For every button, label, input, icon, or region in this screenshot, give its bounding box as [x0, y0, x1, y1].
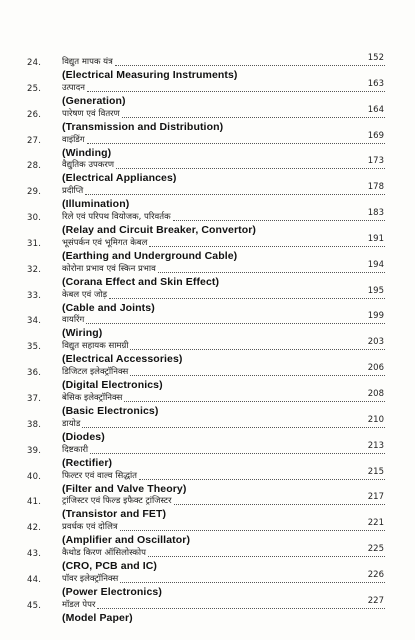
toc-entry: [0, 311, 415, 340]
entry-english-title: (Generation): [62, 94, 126, 107]
entry-hindi-row: [62, 547, 387, 559]
toc-list: [0, 53, 415, 625]
entry-number: 28.: [27, 161, 42, 172]
entry-hindi-title: प्रदीप्ति: [62, 186, 84, 197]
entry-hindi-title: ट्रांजिस्टर एवं फिल्ड इफैक्ट ट्रांजिस्टर: [62, 496, 172, 507]
toc-entry: [0, 182, 415, 211]
entry-hindi-row: [62, 340, 387, 352]
entry-english-title: (Basic Electronics): [62, 404, 159, 417]
entry-english-title: (Electrical Measuring Instruments): [62, 69, 238, 81]
entry-hindi-row: [62, 444, 387, 456]
dot-leader: [109, 297, 385, 299]
entry-hindi-row: [62, 185, 387, 197]
entry-hindi-title: बेसिक इलेक्ट्रॉनिक्स: [62, 392, 123, 403]
entry-hindi-title: कोरोना प्रभाव एवं स्किन प्रभाव: [62, 263, 156, 274]
entry-english-title: (Filter and Valve Theory): [62, 482, 187, 495]
toc-entry: [0, 363, 415, 392]
entry-hindi-row: [62, 108, 387, 120]
entry-page-number: 183: [367, 208, 384, 219]
entry-english-title: (CRO, PCB and IC): [62, 560, 158, 573]
entry-english-title: (Transistor and FET): [62, 508, 167, 521]
entry-hindi-title: केबल एवं जोड़: [62, 289, 108, 300]
toc-entry: [0, 518, 415, 547]
entry-page-number: 203: [367, 337, 384, 348]
entry-number: 38.: [27, 419, 42, 430]
entry-page-number: 195: [367, 285, 384, 296]
entry-hindi-title: वाइंडिंग: [62, 134, 85, 145]
entry-page-number: 226: [367, 569, 384, 580]
entry-hindi-title: पारेषण एवं वितरण: [62, 108, 120, 119]
toc-entry: [0, 440, 415, 470]
dot-leader: [97, 607, 385, 609]
entry-hindi-title: रिले एवं परिपथ वियोजक, परिवर्तक: [62, 212, 171, 223]
entry-hindi-row: [62, 314, 387, 326]
entry-page-number: 169: [367, 130, 384, 141]
dot-leader: [158, 271, 385, 273]
entry-page-number: 194: [367, 259, 384, 270]
entry-number: 33.: [27, 290, 42, 301]
entry-number: 31.: [27, 238, 42, 249]
entry-hindi-title: पॉवर इलेक्ट्रॉनिक्स: [62, 573, 119, 584]
entry-hindi-title: वैद्युतिक उपकरण: [62, 160, 114, 171]
entry-english-title: (Digital Electronics): [62, 379, 163, 392]
entry-hindi-title: विद्युत सहायक सामग्री: [62, 341, 129, 352]
entry-page-number: 199: [367, 311, 384, 322]
entry-number: 27.: [27, 135, 42, 146]
dot-leader: [115, 64, 385, 66]
dot-leader: [130, 374, 385, 376]
entry-english-title: (Wiring): [62, 327, 103, 340]
entry-number: 36.: [27, 368, 42, 379]
dot-leader: [148, 555, 385, 557]
dot-leader: [120, 529, 385, 531]
toc-entry: [0, 53, 415, 82]
entry-page-number: 227: [367, 595, 384, 606]
entry-number: 40.: [27, 471, 42, 482]
toc-entry: [0, 544, 415, 573]
entry-english-title: (Model Paper): [62, 611, 133, 624]
toc-entry: [0, 569, 415, 599]
entry-hindi-row: [62, 573, 387, 585]
toc-entry: [0, 466, 415, 496]
entry-hindi-title: प्रवर्धक एवं दोलित्र: [62, 522, 118, 533]
entry-english-title: (Rectifier): [62, 456, 113, 469]
entry-page-number: 217: [367, 492, 384, 503]
entry-number: 30.: [27, 213, 42, 224]
entry-english-title: (Corana Effect and Skin Effect): [62, 275, 220, 288]
entry-english-title: (Amplifier and Oscillator): [62, 534, 191, 547]
entry-hindi-row: [62, 263, 387, 275]
toc-entry: [0, 233, 415, 263]
toc-entry: [0, 130, 415, 160]
toc-entry: [0, 156, 415, 185]
entry-page-number: 164: [367, 104, 384, 115]
entry-number: 39.: [27, 445, 42, 456]
entry-hindi-row: [62, 82, 387, 94]
dot-leader: [87, 90, 385, 92]
dot-leader: [174, 503, 385, 505]
dot-leader: [82, 426, 385, 428]
entry-number: 44.: [27, 574, 42, 585]
dot-leader: [173, 219, 385, 221]
entry-hindi-row: [62, 521, 387, 533]
entry-number: 34.: [27, 316, 42, 327]
entry-number: 32.: [27, 264, 42, 275]
toc-entry: [0, 337, 415, 366]
entry-hindi-row: [62, 392, 387, 404]
entry-hindi-title: विद्युत मापक यंत्र: [62, 57, 113, 67]
entry-english-title: (Relay and Circuit Breaker, Convertor): [62, 224, 257, 237]
entry-page-number: 221: [367, 518, 384, 529]
toc-entry: [0, 285, 415, 315]
entry-english-title: (Electrical Appliances): [62, 172, 177, 185]
entry-english-title: (Illumination): [62, 198, 130, 211]
entry-number: 29.: [27, 187, 42, 198]
dot-leader: [86, 322, 385, 324]
entry-hindi-row: [62, 470, 387, 482]
dot-leader: [124, 400, 385, 402]
entry-english-title: (Earthing and Underground Cable): [62, 249, 238, 262]
entry-number: 37.: [27, 393, 42, 404]
entry-hindi-title: वायरिंग: [62, 315, 85, 326]
entry-hindi-row: [62, 211, 387, 223]
entry-english-title: (Power Electronics): [62, 585, 162, 598]
toc-entry: [0, 78, 415, 108]
entry-hindi-row: [62, 289, 387, 301]
entry-hindi-title: फिल्टर एवं वाल्व सिद्धांत: [62, 470, 138, 481]
dot-leader: [87, 142, 385, 144]
entry-number: 25.: [27, 83, 42, 94]
entry-page-number: 173: [367, 156, 384, 167]
entry-page-number: 210: [367, 414, 384, 425]
entry-hindi-row: [62, 134, 387, 146]
entry-number: 43.: [27, 549, 42, 560]
toc-entry: [0, 492, 415, 521]
entry-hindi-title: मॉडल पेपर: [62, 599, 96, 610]
entry-number: 24.: [27, 58, 42, 68]
entry-english-title: (Electrical Accessories): [62, 353, 183, 366]
entry-hindi-title: दिष्टकारी: [62, 444, 89, 455]
toc-entry: [0, 259, 415, 289]
entry-hindi-row: [62, 599, 387, 611]
entry-number: 35.: [27, 342, 42, 353]
toc-entry: [0, 414, 415, 444]
entry-english-title: (Diodes): [62, 430, 105, 443]
dot-leader: [122, 116, 385, 118]
entry-english-title: (Transmission and Distribution): [62, 120, 224, 133]
entry-number: 41.: [27, 497, 42, 508]
entry-hindi-row: [62, 56, 387, 68]
toc-entry: [0, 104, 415, 134]
entry-hindi-row: [62, 495, 387, 507]
entry-hindi-row: [62, 366, 387, 378]
entry-page-number: 225: [367, 544, 384, 555]
entry-page-number: 206: [367, 363, 384, 374]
entry-hindi-title: भूसंपर्कन एवं भूमिगत केबल: [62, 237, 148, 248]
entry-english-title: (Cable and Joints): [62, 301, 155, 314]
dot-leader: [139, 478, 385, 480]
entry-page-number: 215: [367, 466, 384, 477]
entry-number: 42.: [27, 523, 42, 534]
entry-page-number: 208: [367, 388, 384, 399]
dot-leader: [120, 581, 385, 583]
entry-hindi-row: [62, 237, 387, 249]
entry-english-title: (Winding): [62, 146, 112, 159]
toc-entry: [0, 388, 415, 418]
entry-page-number: 178: [367, 182, 384, 193]
entry-hindi-title: कैथोड किरण ऑसिलोस्कोप: [62, 548, 146, 559]
dot-leader: [85, 193, 385, 195]
toc-entry: [0, 595, 415, 625]
dot-leader: [149, 245, 385, 247]
entry-hindi-row: [62, 418, 387, 430]
entry-page-number: 152: [367, 53, 384, 63]
entry-hindi-title: डिजिटल इलेक्ट्रॉनिक्स: [62, 367, 129, 378]
entry-number: 45.: [27, 600, 42, 611]
entry-hindi-title: उत्पादन: [62, 82, 85, 93]
entry-page-number: 191: [367, 233, 384, 244]
dot-leader: [90, 452, 385, 454]
entry-hindi-row: [62, 159, 387, 171]
toc-entry: [0, 208, 415, 237]
entry-number: 26.: [27, 109, 42, 120]
entry-page-number: 213: [367, 440, 384, 451]
entry-hindi-title: डायोड: [62, 418, 81, 429]
dot-leader: [116, 167, 385, 169]
dot-leader: [130, 348, 385, 350]
entry-page-number: 163: [367, 78, 384, 89]
